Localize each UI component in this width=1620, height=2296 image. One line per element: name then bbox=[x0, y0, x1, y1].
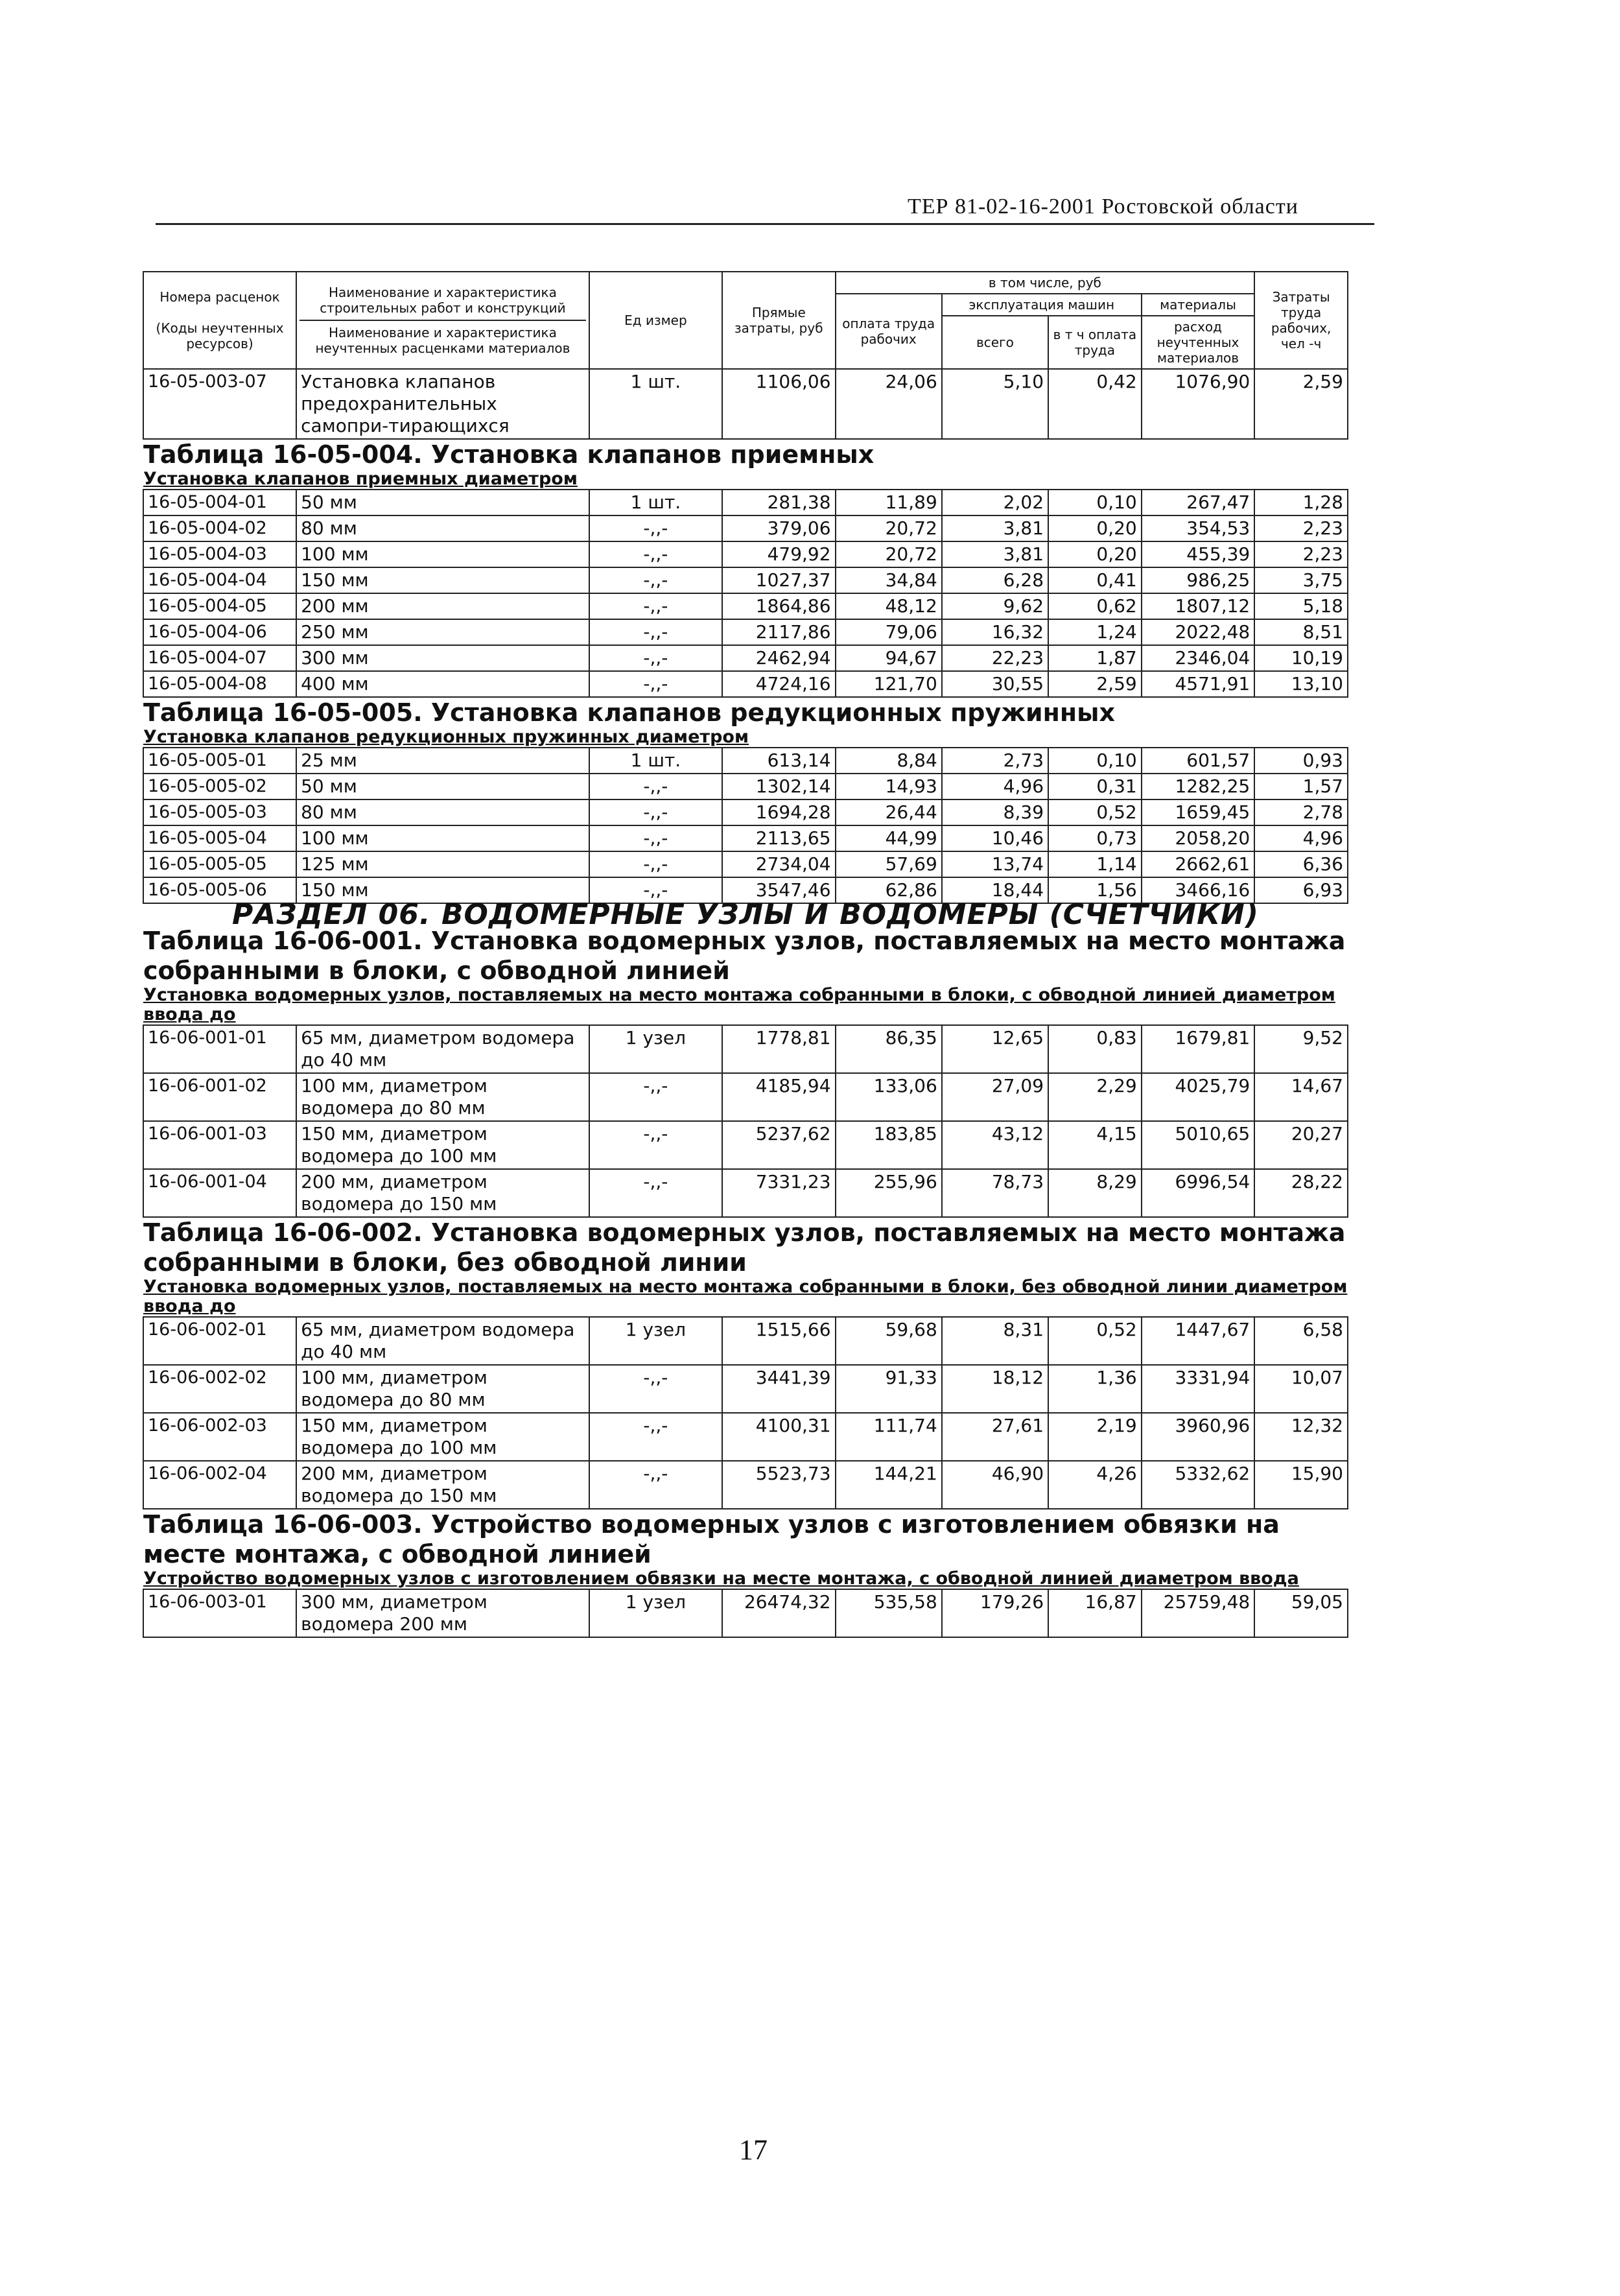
table-subtitle bbox=[143, 1569, 1348, 1589]
table-subtitle-text: Установка водомерных узлов, поставляемых на место монтажа собранными в блоки, без обводной линии диаметром ввода до bbox=[143, 1277, 1348, 1316]
row-name: 65 мм, диаметром водомера до 40 мм bbox=[296, 1025, 589, 1073]
row-mat: 1679,81 bbox=[1142, 1025, 1255, 1073]
row-mach: 22,23 bbox=[942, 645, 1048, 671]
row-pay: 59,68 bbox=[836, 1317, 942, 1365]
row-pay: 8,84 bbox=[836, 748, 942, 774]
table-subtitle-text: Установка клапанов редукционных пружинных диаметром bbox=[143, 727, 749, 747]
row-labor: 15,90 bbox=[1254, 1461, 1348, 1509]
row-direct: 379,06 bbox=[722, 515, 836, 541]
row-labor: 1,57 bbox=[1254, 774, 1348, 799]
row-labor: 10,19 bbox=[1254, 645, 1348, 671]
table-subtitle bbox=[143, 728, 1348, 748]
row-direct: 2462,94 bbox=[722, 645, 836, 671]
row-direct: 1694,28 bbox=[722, 799, 836, 825]
row-mach: 2,73 bbox=[942, 748, 1048, 774]
row-labor: 6,58 bbox=[1254, 1317, 1348, 1365]
row-direct: 26474,32 bbox=[722, 1589, 836, 1637]
table-subtitle-text: Устройство водомерных узлов с изготовлением обвязки на месте монтажа, с обводной линией диаметром ввода bbox=[143, 1568, 1299, 1589]
row-direct: 1302,14 bbox=[722, 774, 836, 799]
row-mat: 1282,25 bbox=[1142, 774, 1255, 799]
row-labor: 8,51 bbox=[1254, 619, 1348, 645]
row-mat: 3960,96 bbox=[1142, 1413, 1255, 1461]
table-title-row bbox=[143, 926, 1348, 986]
table-subtitle-text: Установка клапанов приемных диаметром bbox=[143, 469, 578, 489]
col-incl: в том числе, руб bbox=[836, 272, 1255, 294]
table-title-row bbox=[143, 1277, 1348, 1317]
col-direct: Прямые затраты, руб bbox=[722, 272, 836, 369]
row-mach-pay: 4,26 bbox=[1048, 1461, 1142, 1509]
row-mach: 5,10 bbox=[942, 369, 1048, 439]
row-name: 25 мм bbox=[296, 748, 589, 774]
row-direct: 5237,62 bbox=[722, 1121, 836, 1169]
row-mat: 1807,12 bbox=[1142, 593, 1255, 619]
row-mach-pay: 0,83 bbox=[1048, 1025, 1142, 1073]
row-mach-pay: 1,14 bbox=[1048, 851, 1142, 877]
row-code: 16-05-005-05 bbox=[143, 851, 296, 877]
row-mat: 2022,48 bbox=[1142, 619, 1255, 645]
row-pay: 133,06 bbox=[836, 1073, 942, 1121]
row-mach-pay: 0,41 bbox=[1048, 567, 1142, 593]
row-mach-pay: 0,52 bbox=[1048, 1317, 1142, 1365]
table-row bbox=[143, 1461, 1348, 1509]
row-code: 16-05-004-07 bbox=[143, 645, 296, 671]
row-name: 150 мм, диаметром водомера до 100 мм bbox=[296, 1121, 589, 1169]
row-direct: 479,92 bbox=[722, 541, 836, 567]
row-pay: 24,06 bbox=[836, 369, 942, 439]
row-name: 200 мм bbox=[296, 593, 589, 619]
row-name: 100 мм, диаметром водомера до 80 мм bbox=[296, 1073, 589, 1121]
row-mach-pay: 0,10 bbox=[1048, 490, 1142, 515]
page-number: 17 bbox=[739, 2134, 768, 2166]
row-mach-pay: 0,20 bbox=[1048, 541, 1142, 567]
row-code: 16-05-004-02 bbox=[143, 515, 296, 541]
row-pay: 535,58 bbox=[836, 1589, 942, 1637]
row-direct: 5523,73 bbox=[722, 1461, 836, 1509]
table-title: Таблица 16-06-001. Установка водомерных узлов, поставляемых на место монтажа собранными в блоки, с обводной линией bbox=[143, 927, 1346, 985]
row-mat: 267,47 bbox=[1142, 490, 1255, 515]
row-mach: 2,02 bbox=[942, 490, 1048, 515]
row-pay: 94,67 bbox=[836, 645, 942, 671]
row-unit: -,,- bbox=[589, 567, 722, 593]
row-direct: 4100,31 bbox=[722, 1413, 836, 1461]
row-mat: 1659,45 bbox=[1142, 799, 1255, 825]
row-unit: -,,- bbox=[589, 851, 722, 877]
row-unit: -,,- bbox=[589, 515, 722, 541]
row-labor: 14,67 bbox=[1254, 1073, 1348, 1121]
row-mach-pay: 1,24 bbox=[1048, 619, 1142, 645]
row-labor: 2,59 bbox=[1254, 369, 1348, 439]
row-direct: 1027,37 bbox=[722, 567, 836, 593]
row-mach: 8,39 bbox=[942, 799, 1048, 825]
row-code: 16-05-004-08 bbox=[143, 671, 296, 697]
table-row bbox=[143, 1169, 1348, 1217]
row-code: 16-05-004-05 bbox=[143, 593, 296, 619]
row-labor: 10,07 bbox=[1254, 1365, 1348, 1413]
row-direct: 1778,81 bbox=[722, 1025, 836, 1073]
col-machines-total: всего bbox=[942, 316, 1048, 369]
row-code: 16-06-002-04 bbox=[143, 1461, 296, 1509]
row-mat: 6996,54 bbox=[1142, 1169, 1255, 1217]
row-unit: 1 узел bbox=[589, 1589, 722, 1637]
row-pay: 57,69 bbox=[836, 851, 942, 877]
col-machines: эксплуатация машин bbox=[942, 294, 1142, 316]
table-row bbox=[143, 490, 1348, 515]
table-title-row bbox=[143, 1569, 1348, 1589]
row-name: 150 мм bbox=[296, 877, 589, 903]
table-title-row bbox=[143, 728, 1348, 748]
row-mach-pay: 2,59 bbox=[1048, 671, 1142, 697]
row-pay: 111,74 bbox=[836, 1413, 942, 1461]
table-title-row bbox=[143, 986, 1348, 1025]
row-name: 125 мм bbox=[296, 851, 589, 877]
row-labor: 2,23 bbox=[1254, 515, 1348, 541]
table-subtitle bbox=[143, 1277, 1348, 1317]
row-mach: 27,61 bbox=[942, 1413, 1048, 1461]
row-direct: 3441,39 bbox=[722, 1365, 836, 1413]
table-row bbox=[143, 1317, 1348, 1365]
row-mach-pay: 0,20 bbox=[1048, 515, 1142, 541]
row-labor: 6,36 bbox=[1254, 851, 1348, 877]
row-mach: 13,74 bbox=[942, 851, 1048, 877]
row-code: 16-06-001-01 bbox=[143, 1025, 296, 1073]
row-unit: -,,- bbox=[589, 1073, 722, 1121]
col-unit: Ед измер bbox=[589, 272, 722, 369]
header-rule bbox=[156, 223, 1374, 225]
row-mach: 18,12 bbox=[942, 1365, 1048, 1413]
row-mach-pay: 1,56 bbox=[1048, 877, 1142, 903]
row-code: 16-05-005-03 bbox=[143, 799, 296, 825]
row-pay: 11,89 bbox=[836, 490, 942, 515]
table-row bbox=[143, 671, 1348, 697]
row-unit: -,,- bbox=[589, 877, 722, 903]
row-pay: 20,72 bbox=[836, 515, 942, 541]
table-row bbox=[143, 748, 1348, 774]
col-name: Наименование и характеристика строительных работ и конструкций Наименование и характеристика неучтенных расценками материалов bbox=[296, 272, 589, 369]
row-unit: -,,- bbox=[589, 645, 722, 671]
row-code: 16-05-005-04 bbox=[143, 825, 296, 851]
row-unit: 1 узел bbox=[589, 1025, 722, 1073]
row-mat: 986,25 bbox=[1142, 567, 1255, 593]
row-name: 200 мм, диаметром водомера до 150 мм bbox=[296, 1169, 589, 1217]
row-labor: 20,27 bbox=[1254, 1121, 1348, 1169]
row-unit: -,,- bbox=[589, 541, 722, 567]
row-name: 300 мм bbox=[296, 645, 589, 671]
row-mat: 601,57 bbox=[1142, 748, 1255, 774]
row-pay: 144,21 bbox=[836, 1461, 942, 1509]
table-row bbox=[143, 825, 1348, 851]
row-unit: -,,- bbox=[589, 1461, 722, 1509]
row-mach-pay: 2,19 bbox=[1048, 1413, 1142, 1461]
row-mach: 78,73 bbox=[942, 1169, 1048, 1217]
row-unit: -,,- bbox=[589, 774, 722, 799]
row-unit: 1 шт. bbox=[589, 490, 722, 515]
row-pay: 26,44 bbox=[836, 799, 942, 825]
row-direct: 613,14 bbox=[722, 748, 836, 774]
section-heading-row bbox=[143, 903, 1348, 926]
row-mach: 43,12 bbox=[942, 1121, 1048, 1169]
row-mach: 18,44 bbox=[942, 877, 1048, 903]
row-mach: 46,90 bbox=[942, 1461, 1048, 1509]
col-labor: Затраты труда рабочих, чел -ч bbox=[1254, 272, 1348, 369]
row-mach-pay: 0,42 bbox=[1048, 369, 1142, 439]
col-materials-sub: расход неучтенных материалов bbox=[1142, 316, 1255, 369]
row-mat: 5332,62 bbox=[1142, 1461, 1255, 1509]
section-heading: РАЗДЕЛ 06. ВОДОМЕРНЫЕ УЗЛЫ И ВОДОМЕРЫ (СЧЕТЧИКИ) bbox=[232, 898, 1259, 931]
row-pay: 20,72 bbox=[836, 541, 942, 567]
row-direct: 4185,94 bbox=[722, 1073, 836, 1121]
row-direct: 1864,86 bbox=[722, 593, 836, 619]
row-name: 80 мм bbox=[296, 799, 589, 825]
col-codes: Номера расценок (Коды неучтенных ресурсов) bbox=[143, 272, 296, 369]
row-mat: 3331,94 bbox=[1142, 1365, 1255, 1413]
table-row bbox=[143, 774, 1348, 799]
row-name: 50 мм bbox=[296, 490, 589, 515]
col-materials: материалы bbox=[1142, 294, 1255, 316]
row-code: 16-05-005-01 bbox=[143, 748, 296, 774]
row-pay: 44,99 bbox=[836, 825, 942, 851]
row-code: 16-06-002-01 bbox=[143, 1317, 296, 1365]
row-mach-pay: 0,73 bbox=[1048, 825, 1142, 851]
row-name: 300 мм, диаметром водомера 200 мм bbox=[296, 1589, 589, 1637]
row-labor: 5,18 bbox=[1254, 593, 1348, 619]
row-direct: 4724,16 bbox=[722, 671, 836, 697]
row-name: 80 мм bbox=[296, 515, 589, 541]
running-title: ТЕР 81-02-16-2001 Ростовской области bbox=[908, 195, 1298, 219]
row-mach: 3,81 bbox=[942, 515, 1048, 541]
row-labor: 6,93 bbox=[1254, 877, 1348, 903]
row-unit: -,,- bbox=[589, 1413, 722, 1461]
row-direct: 1515,66 bbox=[722, 1317, 836, 1365]
row-name: 65 мм, диаметром водомера до 40 мм bbox=[296, 1317, 589, 1365]
table-title: Таблица 16-06-003. Устройство водомерных узлов с изготовлением обвязки на месте монтажа, с обводной линией bbox=[143, 1510, 1280, 1568]
row-pay: 14,93 bbox=[836, 774, 942, 799]
row-name: 150 мм bbox=[296, 567, 589, 593]
table-row bbox=[143, 1589, 1348, 1637]
row-direct: 281,38 bbox=[722, 490, 836, 515]
row-name: 200 мм, диаметром водомера до 150 мм bbox=[296, 1461, 589, 1509]
row-unit: -,,- bbox=[589, 1121, 722, 1169]
row-unit: 1 шт. bbox=[589, 369, 722, 439]
row-name: 250 мм bbox=[296, 619, 589, 645]
row-pay: 48,12 bbox=[836, 593, 942, 619]
table-row bbox=[143, 1365, 1348, 1413]
row-unit: -,,- bbox=[589, 799, 722, 825]
row-mach: 12,65 bbox=[942, 1025, 1048, 1073]
table-title: Таблица 16-05-004. Установка клапанов приемных bbox=[143, 440, 875, 469]
table-row bbox=[143, 799, 1348, 825]
table-subtitle-text: Установка водомерных узлов, поставляемых на место монтажа собранными в блоки, с обводной линией диаметром ввода до bbox=[143, 985, 1335, 1024]
table-title-row bbox=[143, 1217, 1348, 1277]
table-row bbox=[143, 515, 1348, 541]
table-row bbox=[143, 1025, 1348, 1073]
row-mat: 354,53 bbox=[1142, 515, 1255, 541]
row-code: 16-05-004-03 bbox=[143, 541, 296, 567]
row-mach-pay: 0,52 bbox=[1048, 799, 1142, 825]
row-labor: 13,10 bbox=[1254, 671, 1348, 697]
table-row bbox=[143, 369, 1348, 439]
row-direct: 2734,04 bbox=[722, 851, 836, 877]
row-name: 150 мм, диаметром водомера до 100 мм bbox=[296, 1413, 589, 1461]
row-mach: 10,46 bbox=[942, 825, 1048, 851]
row-mach-pay: 8,29 bbox=[1048, 1169, 1142, 1217]
row-labor: 2,78 bbox=[1254, 799, 1348, 825]
table-row bbox=[143, 1073, 1348, 1121]
row-direct: 3547,46 bbox=[722, 877, 836, 903]
row-unit: -,,- bbox=[589, 671, 722, 697]
row-unit: -,,- bbox=[589, 1365, 722, 1413]
table-row bbox=[143, 567, 1348, 593]
row-direct: 2113,65 bbox=[722, 825, 836, 851]
row-mat: 4571,91 bbox=[1142, 671, 1255, 697]
rates-table bbox=[143, 271, 1348, 1638]
row-name: 50 мм bbox=[296, 774, 589, 799]
row-pay: 91,33 bbox=[836, 1365, 942, 1413]
table-title-row bbox=[143, 469, 1348, 490]
row-mat: 2662,61 bbox=[1142, 851, 1255, 877]
row-mach: 30,55 bbox=[942, 671, 1048, 697]
table-row bbox=[143, 645, 1348, 671]
row-code: 16-06-003-01 bbox=[143, 1589, 296, 1637]
row-name: 100 мм, диаметром водомера до 80 мм bbox=[296, 1365, 589, 1413]
row-name: 400 мм bbox=[296, 671, 589, 697]
row-mat: 4025,79 bbox=[1142, 1073, 1255, 1121]
row-mach-pay: 0,10 bbox=[1048, 748, 1142, 774]
row-mat: 1447,67 bbox=[1142, 1317, 1255, 1365]
row-name: 100 мм bbox=[296, 541, 589, 567]
row-code: 16-05-005-02 bbox=[143, 774, 296, 799]
row-mach: 3,81 bbox=[942, 541, 1048, 567]
row-labor: 9,52 bbox=[1254, 1025, 1348, 1073]
row-labor: 12,32 bbox=[1254, 1413, 1348, 1461]
row-mat: 5010,65 bbox=[1142, 1121, 1255, 1169]
row-direct: 2117,86 bbox=[722, 619, 836, 645]
row-pay: 255,96 bbox=[836, 1169, 942, 1217]
row-code: 16-06-001-04 bbox=[143, 1169, 296, 1217]
row-mach: 179,26 bbox=[942, 1589, 1048, 1637]
table-body bbox=[143, 369, 1348, 1637]
row-mach-pay: 4,15 bbox=[1048, 1121, 1142, 1169]
row-mach-pay: 1,87 bbox=[1048, 645, 1142, 671]
row-code: 16-05-004-06 bbox=[143, 619, 296, 645]
row-code: 16-05-003-07 bbox=[143, 369, 296, 439]
row-unit: -,,- bbox=[589, 593, 722, 619]
row-unit: -,,- bbox=[589, 1169, 722, 1217]
row-code: 16-05-004-04 bbox=[143, 567, 296, 593]
table-row bbox=[143, 1413, 1348, 1461]
table-title: Таблица 16-06-002. Установка водомерных узлов, поставляемых на место монтажа собранными в блоки, без обводной линии bbox=[143, 1218, 1346, 1277]
table-title-row bbox=[143, 439, 1348, 469]
row-mach-pay: 0,31 bbox=[1048, 774, 1142, 799]
row-mach-pay: 1,36 bbox=[1048, 1365, 1142, 1413]
row-direct: 7331,23 bbox=[722, 1169, 836, 1217]
row-labor: 1,28 bbox=[1254, 490, 1348, 515]
table-row bbox=[143, 619, 1348, 645]
row-mach: 4,96 bbox=[942, 774, 1048, 799]
row-mat: 2058,20 bbox=[1142, 825, 1255, 851]
row-name: 100 мм bbox=[296, 825, 589, 851]
row-code: 16-06-001-03 bbox=[143, 1121, 296, 1169]
row-code: 16-06-002-03 bbox=[143, 1413, 296, 1461]
row-unit: 1 шт. bbox=[589, 748, 722, 774]
row-labor: 2,23 bbox=[1254, 541, 1348, 567]
table-title: Таблица 16-05-005. Установка клапанов редукционных пружинных bbox=[143, 698, 1116, 727]
row-labor: 4,96 bbox=[1254, 825, 1348, 851]
table-row bbox=[143, 593, 1348, 619]
row-mach: 8,31 bbox=[942, 1317, 1048, 1365]
row-mat: 455,39 bbox=[1142, 541, 1255, 567]
table-row bbox=[143, 851, 1348, 877]
table-header bbox=[143, 272, 1348, 369]
row-code: 16-05-005-06 bbox=[143, 877, 296, 903]
row-name: Установка клапанов предохранительных самопри-тирающихся bbox=[296, 369, 589, 439]
row-labor: 28,22 bbox=[1254, 1169, 1348, 1217]
row-pay: 79,06 bbox=[836, 619, 942, 645]
row-mach-pay: 0,62 bbox=[1048, 593, 1142, 619]
row-mach-pay: 16,87 bbox=[1048, 1589, 1142, 1637]
row-labor: 59,05 bbox=[1254, 1589, 1348, 1637]
row-mat: 25759,48 bbox=[1142, 1589, 1255, 1637]
row-unit: 1 узел bbox=[589, 1317, 722, 1365]
row-unit: -,,- bbox=[589, 619, 722, 645]
row-mat: 2346,04 bbox=[1142, 645, 1255, 671]
row-mach-pay: 2,29 bbox=[1048, 1073, 1142, 1121]
row-mat: 3466,16 bbox=[1142, 877, 1255, 903]
row-labor: 3,75 bbox=[1254, 567, 1348, 593]
table-subtitle bbox=[143, 469, 1348, 490]
page-content bbox=[143, 271, 1348, 1638]
row-pay: 183,85 bbox=[836, 1121, 942, 1169]
row-mat: 1076,90 bbox=[1142, 369, 1255, 439]
row-mach: 16,32 bbox=[942, 619, 1048, 645]
row-unit: -,,- bbox=[589, 825, 722, 851]
row-code: 16-06-001-02 bbox=[143, 1073, 296, 1121]
table-row bbox=[143, 541, 1348, 567]
col-labor-pay: оплата труда рабочих bbox=[836, 294, 942, 369]
table-row bbox=[143, 1121, 1348, 1169]
row-mach: 6,28 bbox=[942, 567, 1048, 593]
row-labor: 0,93 bbox=[1254, 748, 1348, 774]
row-mach: 27,09 bbox=[942, 1073, 1048, 1121]
row-direct: 1106,06 bbox=[722, 369, 836, 439]
row-pay: 34,84 bbox=[836, 567, 942, 593]
table-subtitle bbox=[143, 986, 1348, 1025]
row-mach: 9,62 bbox=[942, 593, 1048, 619]
row-code: 16-05-004-01 bbox=[143, 490, 296, 515]
col-machines-labor: в т ч оплата труда bbox=[1048, 316, 1142, 369]
row-code: 16-06-002-02 bbox=[143, 1365, 296, 1413]
row-pay: 62,86 bbox=[836, 877, 942, 903]
row-pay: 86,35 bbox=[836, 1025, 942, 1073]
row-pay: 121,70 bbox=[836, 671, 942, 697]
table-title-row bbox=[143, 697, 1348, 728]
table-title-row bbox=[143, 1509, 1348, 1569]
